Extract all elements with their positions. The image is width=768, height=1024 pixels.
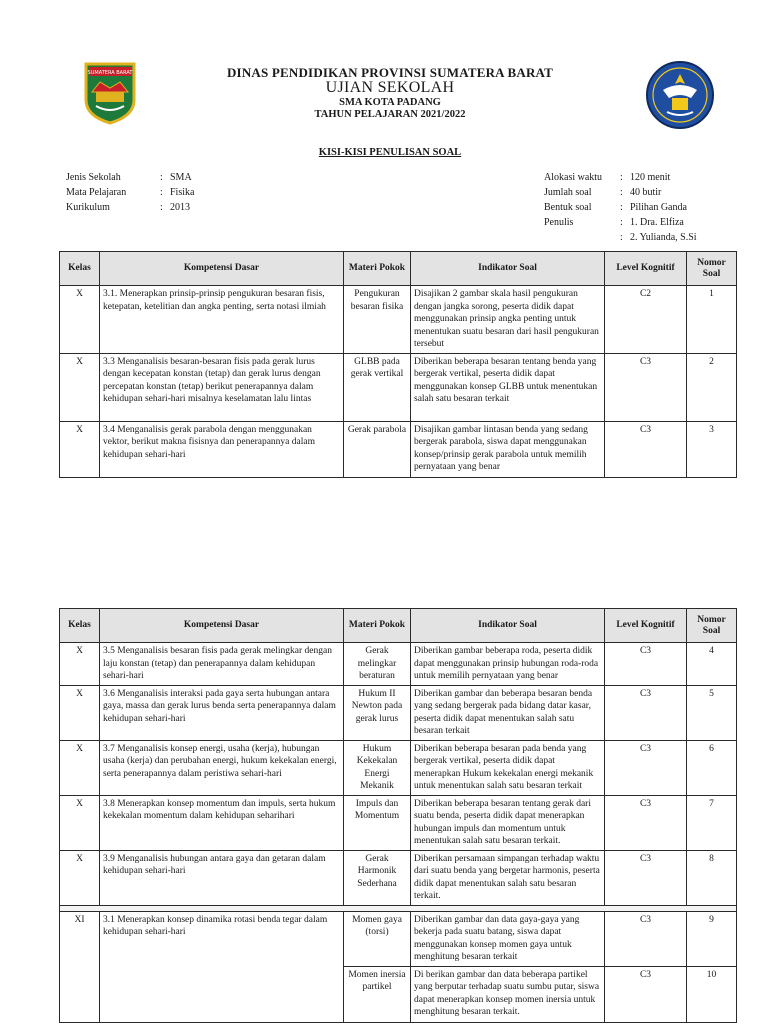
tut-wuri-handayani-icon (645, 60, 715, 130)
cell-kd: 3.1 Menerapkan konsep dinamika rotasi benda tegar dalam kehidupan sehari-hari (100, 911, 344, 1022)
school-year: TAHUN PELAJARAN 2021/2022 (314, 109, 466, 120)
info-value: SMA (170, 172, 192, 183)
table-row (60, 795, 737, 850)
cell-materi: Hukum II Newton pada gerak lurus (344, 685, 411, 740)
table-row (60, 643, 737, 686)
cell-kd: 3.7 Menganalisis konsep energi, usaha (kerja), hubungan usaha (kerja) dan perubahan energi, hukum kekekalan energi, serta penerapannya dalam peristiwa sehari-hari (100, 740, 344, 795)
info-value: 40 butir (630, 187, 662, 198)
document-title: KISI-KISI PENULISAN SOAL (318, 147, 462, 158)
cell-level: C3 (605, 795, 687, 850)
cell-materi: Gerak melingkar beraturan (344, 643, 411, 686)
sumbar-crest-icon (82, 60, 138, 126)
col-header-kelas: Kelas (60, 252, 100, 286)
col-header-kd: Kompetensi Dasar (100, 609, 344, 643)
col-header-indikator: Indikator Soal (411, 609, 605, 643)
col-header-level: Level Kognitif (605, 609, 687, 643)
info-row: Penulis : 1. Dra. Elfiza (544, 217, 684, 228)
info-value: 2013 (170, 202, 190, 213)
cell-indikator: Diberikan beberapa besaran tentang benda yang bergerak vertikal, peserta didik dapat menggunakan konsep GLBB untuk menentukan salah satu besaran terkait (411, 353, 605, 421)
cell-kd: 3.1. Menerapkan prinsip-prinsip pengukuran besaran fisis, ketepatan, ketelitian dan angka penting, serta notasi ilmiah (100, 286, 344, 354)
cell-kd: 3.6 Menganalisis interaksi pada gaya serta hubungan antara gaya, massa dan gerak lurus benda serta penerapannya dalam kehidupan sehari-hari (100, 685, 344, 740)
cell-level: C3 (605, 966, 687, 1022)
info-row: Jumlah soal : 40 butir (544, 187, 662, 198)
cell-materi: Momen inersia partikel (344, 966, 411, 1022)
info-row: Kurikulum : 2013 (66, 202, 190, 213)
cell-level: C3 (605, 421, 687, 477)
info-row: : 2. Yulianda, S.Si (544, 230, 697, 245)
cell-level: C3 (605, 740, 687, 795)
cell-level: C3 (605, 643, 687, 686)
exam-name: UJIAN SEKOLAH (325, 79, 455, 96)
cell-materi: Pengukuran besaran fisika (344, 286, 411, 354)
info-row: Alokasi waktu : 120 menit (544, 172, 671, 183)
cell-nomor: 4 (687, 643, 737, 686)
info-label: Jumlah soal (544, 187, 592, 198)
cell-nomor: 7 (687, 795, 737, 850)
cell-nomor: 6 (687, 740, 737, 795)
info-row: Jenis Sekolah : SMA (66, 172, 192, 183)
cell-kelas: XI (60, 911, 100, 1022)
cell-kd: 3.9 Menganalisis hubungan antara gaya dan getaran dalam kehidupan sehari-hari (100, 850, 344, 905)
info-right (544, 170, 697, 245)
info-label: Bentuk soal (544, 202, 592, 213)
cell-materi: GLBB pada gerak vertikal (344, 353, 411, 421)
cell-level: C2 (605, 286, 687, 354)
cell-materi: Momen gaya (torsi) (344, 911, 411, 966)
cell-indikator: Diberikan gambar dan beberapa besaran benda yang sedang bergerak pada bidang datar kasar, peserta didik dapat menentukan salah satu besaran terkait (411, 685, 605, 740)
table-row (60, 286, 737, 354)
cell-kd: 3.8 Menerapkan konsep momentum dan impuls, serta hukum kekekalan momentum dalam kehidupan seharihari (100, 795, 344, 850)
info-value: 120 menit (630, 172, 671, 183)
cell-materi: Hukum Kekekalan Energi Mekanik (344, 740, 411, 795)
table-header-row (60, 252, 737, 286)
cell-nomor: 2 (687, 353, 737, 421)
info-value: 2. Yulianda, S.Si (630, 232, 697, 243)
table-row (60, 353, 737, 421)
info-label: Jenis Sekolah (66, 172, 121, 183)
cell-materi: Gerak Harmonik Sederhana (344, 850, 411, 905)
cell-nomor: 5 (687, 685, 737, 740)
agency-name: DINAS PENDIDIKAN PROVINSI SUMATERA BARAT (226, 65, 554, 80)
cell-level: C3 (605, 911, 687, 966)
cell-materi: Gerak parabola (344, 421, 411, 477)
info-label (544, 230, 620, 245)
col-header-level: Level Kognitif (605, 252, 687, 286)
col-header-nomor: Nomor Soal (687, 252, 737, 286)
cell-level: C3 (605, 850, 687, 905)
info-value: Pilihan Ganda (630, 202, 687, 213)
school-level: SMA KOTA PADANG (339, 97, 441, 108)
cell-kelas: X (60, 850, 100, 905)
col-header-nomor: Nomor Soal (687, 609, 737, 643)
kisi-kisi-table-2 (59, 608, 737, 1023)
cell-nomor: 3 (687, 421, 737, 477)
cell-kelas: X (60, 643, 100, 686)
table-row (60, 911, 737, 966)
cell-indikator: Disajikan gambar lintasan benda yang sedang bergerak parabola, siswa dapat menggunakan konsep/prinsip gerak parabola untuk memilih pernyataan yang benar (411, 421, 605, 477)
info-value: Fisika (170, 187, 195, 198)
table-row (60, 850, 737, 905)
cell-kd: 3.3 Menganalisis besaran-besaran fisis pada gerak lurus dengan kecepatan konstan (tetap) dan gerak lurus dengan percepatan konstan (tetap) berikut penerapannya dalam kehidupan sehari-hari misalnya keselamatan lalu lintas (100, 353, 344, 421)
info-label: Mata Pelajaran (66, 187, 127, 198)
cell-kelas: X (60, 685, 100, 740)
cell-indikator: Di berikan gambar dan data beberapa partikel yang berputar terhadap suatu sumbu putar, siswa dapat menerapkan konsep momen inersia untuk menghitung besaran terkait. (411, 966, 605, 1022)
info-label: Alokasi waktu (544, 172, 603, 183)
cell-materi: Impuls dan Momentum (344, 795, 411, 850)
cell-kd: 3.4 Menganalisis gerak parabola dengan menggunakan vektor, berikut makna fisisnya dan penerapannya dalam kehidupan sehari-hari (100, 421, 344, 477)
col-header-indikator: Indikator Soal (411, 252, 605, 286)
cell-kelas: X (60, 353, 100, 421)
cell-kd: 3.5 Menganalisis besaran fisis pada gerak melingkar dengan laju konstan (tetap) dan penerapannya dalam kehidupan sehari-hari (100, 643, 344, 686)
cell-kelas: X (60, 421, 100, 477)
table-row (60, 740, 737, 795)
table-header-row (60, 609, 737, 643)
crest-banner-text: SUMATERA BARAT (87, 70, 133, 76)
info-label: Penulis (544, 217, 574, 228)
cell-kelas: X (60, 795, 100, 850)
kisi-kisi-table-1 (59, 251, 737, 478)
col-header-kd: Kompetensi Dasar (100, 252, 344, 286)
table-row (60, 421, 737, 477)
info-row: Bentuk soal : Pilihan Ganda (544, 202, 687, 213)
cell-kelas: X (60, 740, 100, 795)
cell-kelas: X (60, 286, 100, 354)
info-row: Mata Pelajaran : Fisika (66, 187, 195, 198)
cell-indikator: Diberikan gambar dan data gaya-gaya yang bekerja pada suatu batang, siswa dapat menggunakan konsep momen gaya untuk menghitung besaran terkait (411, 911, 605, 966)
cell-indikator: Diberikan beberapa besaran tentang gerak dari suatu benda, peserta didik dapat menerapkan hubungan impuls dan momentum untuk menentukan salah satu besaran terkait. (411, 795, 605, 850)
col-header-kelas: Kelas (60, 609, 100, 643)
cell-nomor: 1 (687, 286, 737, 354)
cell-indikator: Diberikan persamaan simpangan terhadap waktu dari suatu benda yang bergetar harmonis, peserta didik dapat menentukan salah satu besaran terkait. (411, 850, 605, 905)
col-header-materi: Materi Pokok (344, 252, 411, 286)
info-left (66, 170, 194, 215)
cell-level: C3 (605, 685, 687, 740)
cell-nomor: 9 (687, 911, 737, 966)
table-row (60, 685, 737, 740)
info-label: Kurikulum (66, 202, 110, 213)
cell-indikator: Diberikan beberapa besaran pada benda yang bergerak vertikal, peserta didik dapat menerapkan Hukum kekekalan energi mekanik untuk menentukan salah satu besaran terkait (411, 740, 605, 795)
info-value: 1. Dra. Elfiza (630, 217, 684, 228)
cell-nomor: 10 (687, 966, 737, 1022)
col-header-materi: Materi Pokok (344, 609, 411, 643)
cell-level: C3 (605, 353, 687, 421)
cell-indikator: Disajikan 2 gambar skala hasil pengukuran dengan jangka sorong, peserta didik dapat menggunakan prinsip angka penting untuk menentukan suatu besaran dari hasil pengukuran tersebut (411, 286, 605, 354)
cell-nomor: 8 (687, 850, 737, 905)
cell-indikator: Diberikan gambar beberapa roda, peserta didik dapat menggunakan prinsip hubungan roda-roda untuk memilih pernyataan yang benar (411, 643, 605, 686)
